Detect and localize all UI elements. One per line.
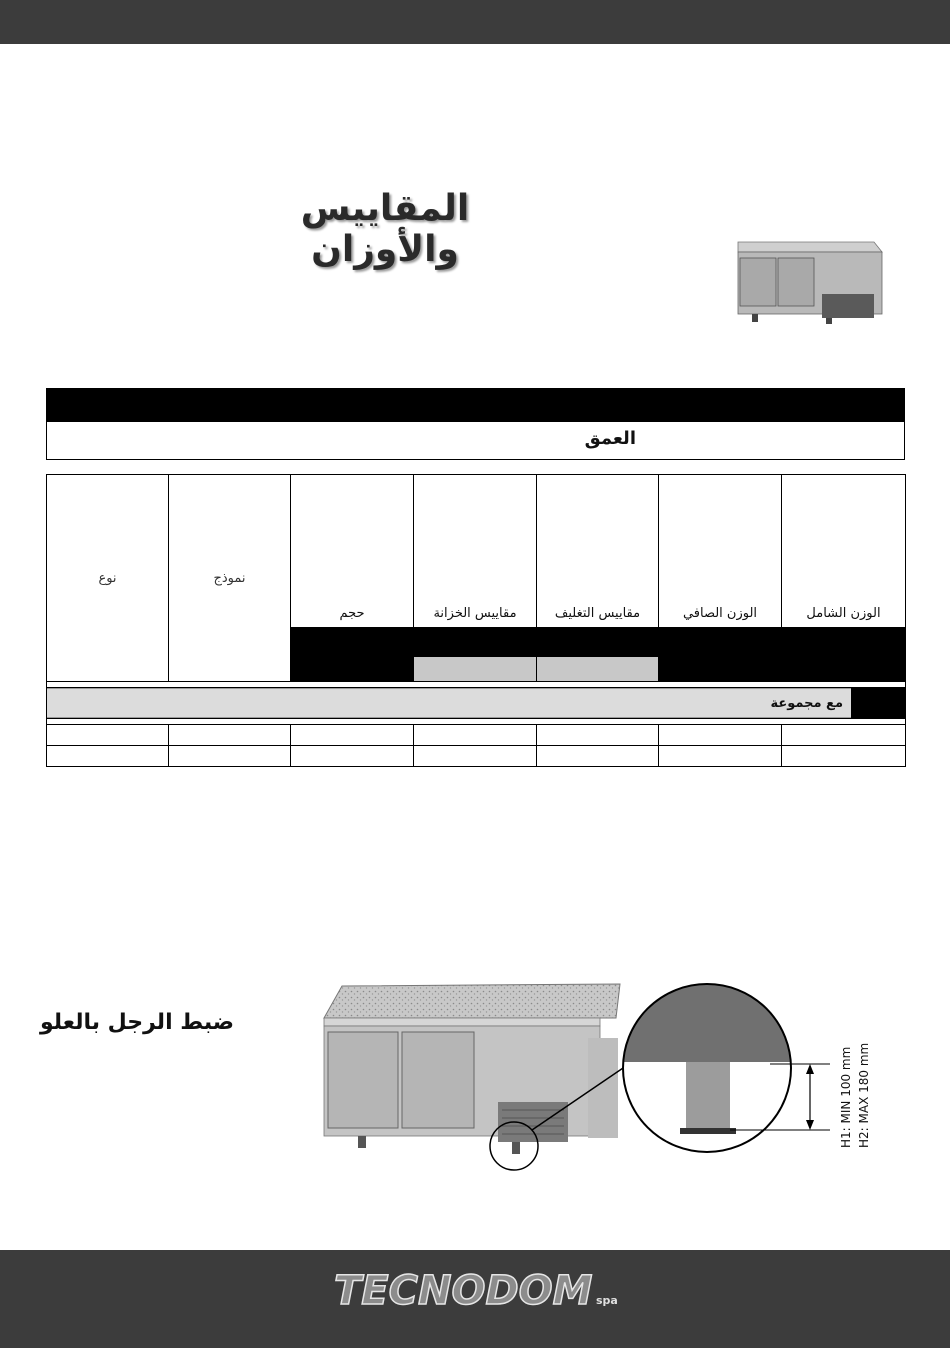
- header-volume: حجم: [291, 475, 414, 628]
- leg-adjustment-title: ضبط الرجل بالعلو: [40, 1010, 235, 1035]
- packing-sub-cell: [537, 657, 659, 682]
- logo-suffix: spa: [596, 1294, 618, 1307]
- header-cabinet-dimensions: مقاييس الخزانة: [414, 475, 537, 628]
- dimensions-unit-cell: [414, 628, 659, 657]
- group-row: [47, 688, 906, 719]
- header-net-weight: الوزن الصافي: [659, 475, 782, 628]
- weight-unit-cell: [659, 628, 906, 682]
- header-gross-weight: الوزن الشامل: [782, 475, 906, 628]
- header-packing-dimensions: مقاييس التغليف: [537, 475, 659, 628]
- logo-brand: TECNODOM: [334, 1268, 593, 1314]
- group-label: مع مجموعة: [47, 688, 851, 718]
- h2-label: H2: MAX 180 mm: [857, 1042, 871, 1148]
- table-row: [47, 725, 906, 746]
- page-title: المقاييس والأوزان: [300, 188, 470, 270]
- top-bar: [0, 0, 950, 44]
- spec-table: [46, 474, 906, 767]
- depth-label: العمق: [584, 428, 636, 449]
- product-thumbnail: [724, 232, 884, 326]
- header-model: نموذج: [169, 475, 291, 682]
- table-header-band: [46, 388, 905, 422]
- tecnodom-logo: [330, 1262, 630, 1322]
- leg-dimension-labels: [836, 1010, 876, 1150]
- header-type: نوع: [47, 475, 169, 682]
- depth-row: [46, 422, 905, 460]
- table-row: [47, 746, 906, 767]
- group-marker: [851, 688, 905, 718]
- h1-label: H1: MIN 100 mm: [839, 1046, 853, 1148]
- volume-unit-cell: [291, 628, 414, 682]
- cabinet-sub-cell: [414, 657, 537, 682]
- leg-adjustment-illustration: [320, 978, 850, 1188]
